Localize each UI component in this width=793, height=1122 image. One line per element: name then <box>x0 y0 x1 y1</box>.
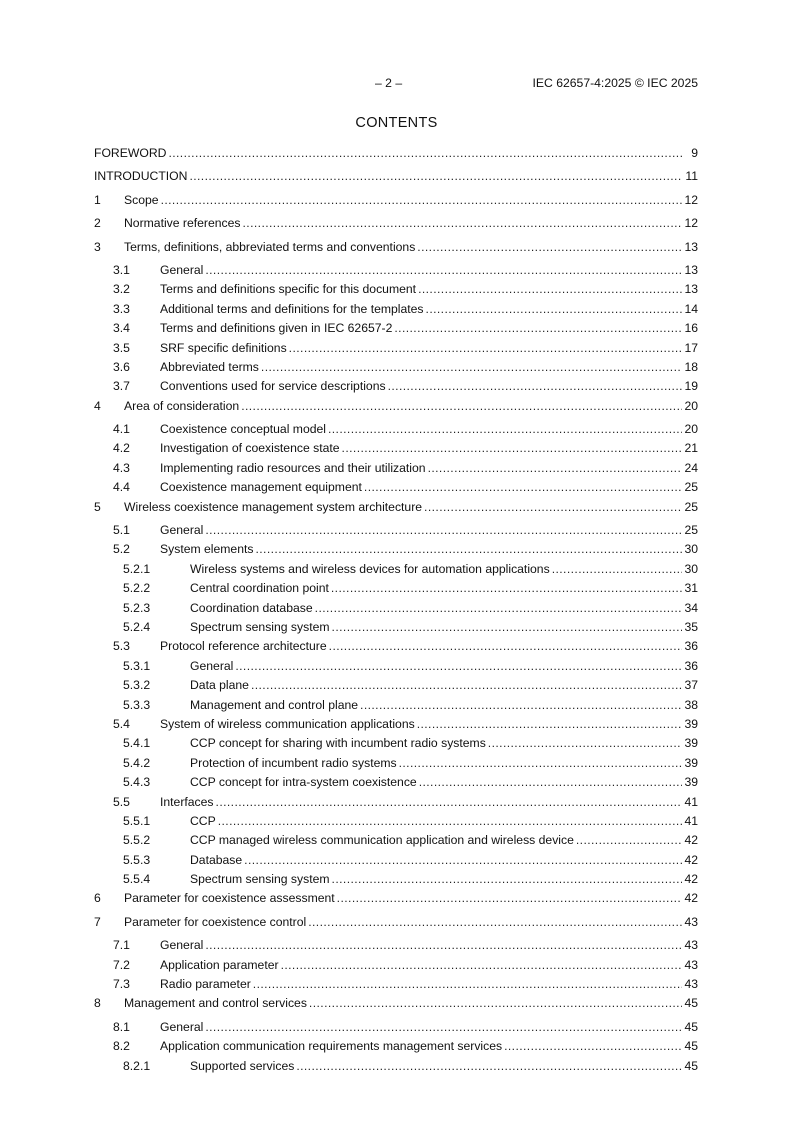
toc-entry-page: 24 <box>684 460 698 475</box>
toc-entry[interactable] <box>94 853 698 872</box>
toc-entry-page: 45 <box>684 1039 698 1054</box>
toc-entry[interactable] <box>94 379 698 398</box>
toc-entry-title: General <box>190 658 234 673</box>
toc-entry-title: CCP concept for intra-system coexistence <box>190 775 417 790</box>
toc-entry-title: INTRODUCTION <box>94 169 188 184</box>
toc-entry-title: Supported services <box>190 1058 295 1073</box>
toc-entry-number: 8 <box>94 996 101 1011</box>
toc-entry-title: Scope <box>124 192 159 207</box>
toc-entry-number: 5.4 <box>113 716 130 731</box>
toc-entry-page: 25 <box>684 523 698 538</box>
toc-dot-leader <box>281 958 682 972</box>
toc-entry-number: 3.7 <box>113 379 130 394</box>
toc-entry-number: 3.6 <box>113 359 130 374</box>
toc-dot-leader <box>417 240 682 254</box>
toc-entry[interactable] <box>94 678 698 697</box>
toc-dot-leader <box>419 775 682 789</box>
toc-entry-page: 12 <box>684 192 698 207</box>
toc-dot-leader <box>243 216 682 230</box>
table-of-contents <box>94 146 698 1078</box>
toc-entry-page: 21 <box>684 441 698 456</box>
document-reference: IEC 62657-4:2025 © IEC 2025 <box>532 76 698 90</box>
toc-entry-number: 5.2.4 <box>123 619 151 634</box>
toc-entry[interactable] <box>94 717 698 736</box>
toc-entry-title: General <box>160 262 204 277</box>
toc-entry[interactable] <box>94 1039 698 1058</box>
toc-entry-page: 12 <box>684 216 698 231</box>
toc-entry-page: 42 <box>684 852 698 867</box>
toc-entry-page: 31 <box>684 581 698 596</box>
toc-entry-number: 1 <box>94 192 101 207</box>
toc-entry-page: 16 <box>684 321 698 336</box>
toc-entry-number: 5.5.4 <box>123 872 151 887</box>
toc-dot-leader <box>426 302 682 316</box>
toc-entry-title: Protocol reference architecture <box>160 639 327 654</box>
toc-dot-leader <box>331 581 682 595</box>
toc-entry-number: 5.1 <box>113 523 130 538</box>
toc-entry[interactable] <box>94 698 698 717</box>
toc-dot-leader <box>216 795 682 809</box>
toc-dot-leader <box>428 461 682 475</box>
page-number: – 2 – <box>375 76 403 90</box>
toc-entry[interactable] <box>94 169 698 188</box>
toc-dot-leader <box>576 833 682 847</box>
toc-entry[interactable] <box>94 399 698 418</box>
toc-entry[interactable] <box>94 282 698 301</box>
toc-entry[interactable] <box>94 891 698 910</box>
toc-entry[interactable] <box>94 601 698 620</box>
toc-entry-page: 30 <box>684 542 698 557</box>
toc-dot-leader <box>255 542 682 556</box>
toc-dot-leader <box>244 853 682 867</box>
toc-entry-page: 13 <box>684 239 698 254</box>
toc-entry-page: 18 <box>684 359 698 374</box>
toc-entry-page: 39 <box>684 716 698 731</box>
toc-entry-page: 36 <box>684 658 698 673</box>
toc-dot-leader <box>315 601 682 615</box>
toc-entry[interactable] <box>94 321 698 340</box>
toc-entry-title: System elements <box>160 542 254 557</box>
toc-dot-leader <box>504 1039 682 1053</box>
toc-dot-leader <box>424 500 682 514</box>
toc-entry-page: 17 <box>684 340 698 355</box>
toc-entry-title: Additional terms and definitions for the templates <box>160 301 424 316</box>
toc-entry-page: 42 <box>684 833 698 848</box>
toc-dot-leader <box>337 891 682 905</box>
toc-entry-page: 39 <box>684 755 698 770</box>
toc-entry-number: 5.4.3 <box>123 775 151 790</box>
toc-entry-title: Coexistence management equipment <box>160 480 362 495</box>
toc-entry-page: 35 <box>684 619 698 634</box>
toc-entry-number: 5.2 <box>113 542 130 557</box>
toc-entry[interactable] <box>94 216 698 235</box>
toc-dot-leader <box>161 193 682 207</box>
toc-entry[interactable] <box>94 814 698 833</box>
toc-entry-title: Parameter for coexistence assessment <box>124 891 335 906</box>
toc-entry-title: Wireless coexistence management system architecture <box>124 499 423 514</box>
toc-entry-number: 8.2 <box>113 1039 130 1054</box>
toc-dot-leader <box>328 422 682 436</box>
toc-entry-title: CCP managed wireless communication application and wireless device <box>190 833 574 848</box>
toc-entry-title: FOREWORD <box>94 146 167 160</box>
toc-dot-leader <box>205 938 682 952</box>
toc-entry-number: 7 <box>94 914 101 929</box>
toc-entry[interactable] <box>94 562 698 581</box>
toc-entry-page: 37 <box>684 678 698 693</box>
toc-dot-leader <box>235 659 682 673</box>
toc-entry-number: 5.2.1 <box>123 561 151 576</box>
toc-entry[interactable] <box>94 977 698 996</box>
toc-entry-title: Terms and definitions specific for this document <box>160 282 417 297</box>
toc-entry-page: 13 <box>684 282 698 297</box>
toc-entry-title: Management and control plane <box>190 697 359 712</box>
toc-dot-leader <box>253 977 682 991</box>
toc-entry[interactable] <box>94 500 698 519</box>
toc-entry[interactable] <box>94 240 698 259</box>
toc-entry-title: Interfaces <box>160 794 214 809</box>
toc-dot-leader <box>418 282 682 296</box>
toc-dot-leader <box>309 996 682 1010</box>
toc-dot-leader <box>552 562 682 576</box>
toc-entry[interactable] <box>94 341 698 360</box>
toc-entry-title: Central coordination point <box>190 581 329 596</box>
toc-dot-leader <box>342 441 682 455</box>
toc-entry-title: Coexistence conceptual model <box>160 422 326 437</box>
toc-entry-number: 7.2 <box>113 957 130 972</box>
toc-dot-leader <box>189 169 682 183</box>
toc-entry[interactable] <box>94 639 698 658</box>
toc-entry-number: 5.3.3 <box>123 697 151 712</box>
toc-dot-leader <box>417 717 682 731</box>
toc-entry[interactable] <box>94 756 698 775</box>
toc-entry-number: 4.3 <box>113 460 130 475</box>
toc-entry[interactable] <box>94 360 698 379</box>
toc-dot-leader <box>261 360 682 374</box>
toc-entry-number: 3.5 <box>113 340 130 355</box>
toc-entry[interactable] <box>94 480 698 499</box>
toc-entry-number: 3 <box>94 239 101 254</box>
toc-entry-page: 34 <box>684 600 698 615</box>
toc-entry[interactable] <box>94 736 698 755</box>
toc-entry-page: 14 <box>684 301 698 316</box>
toc-entry-number: 3.3 <box>113 301 130 316</box>
toc-entry-page: 39 <box>684 775 698 790</box>
toc-entry[interactable] <box>94 441 698 460</box>
toc-entry-page: 45 <box>684 1019 698 1034</box>
toc-entry-page: 25 <box>684 499 698 514</box>
toc-entry-number: 5.5 <box>113 794 130 809</box>
toc-dot-leader <box>241 399 682 413</box>
toc-entry[interactable] <box>94 263 698 282</box>
toc-entry-number: 5.2.2 <box>123 581 151 596</box>
toc-entry[interactable] <box>94 938 698 957</box>
toc-entry-page: 20 <box>684 398 698 413</box>
toc-entry-title: Normative references <box>124 216 241 231</box>
toc-dot-leader <box>205 263 682 277</box>
toc-entry[interactable] <box>94 461 698 480</box>
toc-entry[interactable] <box>94 620 698 639</box>
toc-dot-leader <box>394 321 682 335</box>
toc-entry-title: Investigation of coexistence state <box>160 441 340 456</box>
toc-entry-number: 4.1 <box>113 422 130 437</box>
toc-entry-number: 3.1 <box>113 262 130 277</box>
toc-entry[interactable] <box>94 146 698 165</box>
toc-entry-title: SRF specific definitions <box>160 340 287 355</box>
toc-entry[interactable] <box>94 1059 698 1078</box>
toc-entry-title: Protection of incumbent radio systems <box>190 755 397 770</box>
toc-entry-title: Wireless systems and wireless devices for automation applications <box>190 561 550 576</box>
toc-entry-title: General <box>160 523 204 538</box>
toc-entry[interactable] <box>94 193 698 212</box>
page-title: CONTENTS <box>355 115 438 131</box>
toc-entry[interactable] <box>94 833 698 852</box>
toc-entry[interactable] <box>94 915 698 934</box>
toc-entry[interactable] <box>94 523 698 542</box>
toc-entry-title: Application communication requirements management services <box>160 1039 503 1054</box>
toc-entry-number: 5 <box>94 499 101 514</box>
toc-dot-leader <box>364 480 682 494</box>
toc-entry-number: 5.3.2 <box>123 678 151 693</box>
toc-entry[interactable] <box>94 996 698 1015</box>
toc-entry-number: 5.5.3 <box>123 852 151 867</box>
toc-dot-leader <box>488 736 682 750</box>
toc-entry-title: Terms, definitions, abbreviated terms and conventions <box>124 239 416 254</box>
toc-entry[interactable] <box>94 422 698 441</box>
toc-entry-title: Radio parameter <box>160 977 251 992</box>
toc-entry-number: 2 <box>94 216 101 231</box>
toc-entry[interactable] <box>94 958 698 977</box>
toc-entry-title: Application parameter <box>160 957 279 972</box>
toc-entry-number: 5.4.1 <box>123 736 151 751</box>
toc-dot-leader <box>205 1020 682 1034</box>
toc-entry[interactable] <box>94 302 698 321</box>
toc-entry-title: System of wireless communication applications <box>160 716 415 731</box>
toc-entry-title: General <box>160 938 204 953</box>
toc-entry[interactable] <box>94 775 698 794</box>
toc-entry-title: Conventions used for service descriptions <box>160 379 386 394</box>
toc-entry-number: 4.4 <box>113 480 130 495</box>
toc-entry-page: 45 <box>684 996 698 1011</box>
toc-entry-page: 42 <box>684 891 698 906</box>
toc-entry-page: 30 <box>684 561 698 576</box>
toc-entry-number: 5.4.2 <box>123 755 151 770</box>
toc-entry-number: 5.5.1 <box>123 813 151 828</box>
toc-entry-title: Management and control services <box>124 996 307 1011</box>
toc-entry-page: 36 <box>684 639 698 654</box>
toc-entry-number: 8.2.1 <box>123 1058 151 1073</box>
toc-entry[interactable] <box>94 872 698 891</box>
toc-entry-title: Spectrum sensing system <box>190 619 330 634</box>
toc-entry-title: Coordination database <box>190 600 313 615</box>
toc-dot-leader <box>399 756 682 770</box>
toc-dot-leader <box>289 341 682 355</box>
toc-entry-page: 39 <box>684 736 698 751</box>
toc-entry-page: 9 <box>691 146 698 160</box>
toc-entry-page: 19 <box>684 379 698 394</box>
toc-entry-title: Implementing radio resources and their utilization <box>160 460 426 475</box>
toc-entry-number: 6 <box>94 891 101 906</box>
toc-entry-title: Abbreviated terms <box>160 359 259 374</box>
toc-entry-number: 5.5.2 <box>123 833 151 848</box>
toc-entry-title: Spectrum sensing system <box>190 872 330 887</box>
toc-entry-number: 3.4 <box>113 321 130 336</box>
toc-entry[interactable] <box>94 795 698 814</box>
toc-entry-page: 41 <box>684 813 698 828</box>
toc-entry-title: Database <box>190 852 243 867</box>
toc-entry-page: 43 <box>684 914 698 929</box>
toc-entry-number: 5.2.3 <box>123 600 151 615</box>
toc-entry[interactable] <box>94 659 698 678</box>
toc-entry-number: 8.1 <box>113 1019 130 1034</box>
toc-entry-number: 7.3 <box>113 977 130 992</box>
toc-entry-title: CCP <box>190 813 216 828</box>
toc-entry-page: 43 <box>684 977 698 992</box>
toc-entry-page: 20 <box>684 422 698 437</box>
toc-dot-leader <box>296 1059 682 1073</box>
toc-entry-number: 7.1 <box>113 938 130 953</box>
toc-entry-number: 5.3.1 <box>123 658 151 673</box>
toc-entry-title: Terms and definitions given in IEC 62657-2 <box>160 321 393 336</box>
toc-entry-title: Area of consideration <box>124 398 240 413</box>
toc-dot-leader <box>218 814 682 828</box>
toc-dot-leader <box>329 639 682 653</box>
toc-entry[interactable] <box>94 542 698 561</box>
toc-entry-title: Data plane <box>190 678 249 693</box>
toc-dot-leader <box>308 915 682 929</box>
toc-entry-page: 25 <box>684 480 698 495</box>
toc-entry-page: 13 <box>684 262 698 277</box>
toc-entry-number: 3.2 <box>113 282 130 297</box>
toc-entry-title: CCP concept for sharing with incumbent radio systems <box>190 736 486 751</box>
toc-dot-leader <box>388 379 682 393</box>
toc-entry-title: Parameter for coexistence control <box>124 914 307 929</box>
toc-dot-leader <box>332 620 682 634</box>
toc-dot-leader <box>168 146 682 160</box>
toc-entry-page: 42 <box>684 872 698 887</box>
toc-entry-number: 4.2 <box>113 441 130 456</box>
toc-entry[interactable] <box>94 1020 698 1039</box>
toc-entry-number: 4 <box>94 398 101 413</box>
toc-entry-title: General <box>160 1019 204 1034</box>
toc-entry-number: 5.3 <box>113 639 130 654</box>
toc-dot-leader <box>332 872 682 886</box>
toc-entry-page: 43 <box>684 938 698 953</box>
toc-entry-page: 41 <box>684 794 698 809</box>
toc-entry-page: 43 <box>684 957 698 972</box>
toc-dot-leader <box>360 698 682 712</box>
toc-entry-page: 45 <box>684 1058 698 1073</box>
toc-entry[interactable] <box>94 581 698 600</box>
toc-dot-leader <box>205 523 682 537</box>
toc-entry-page: 11 <box>685 169 698 184</box>
toc-dot-leader <box>251 678 682 692</box>
toc-entry-page: 38 <box>684 697 698 712</box>
